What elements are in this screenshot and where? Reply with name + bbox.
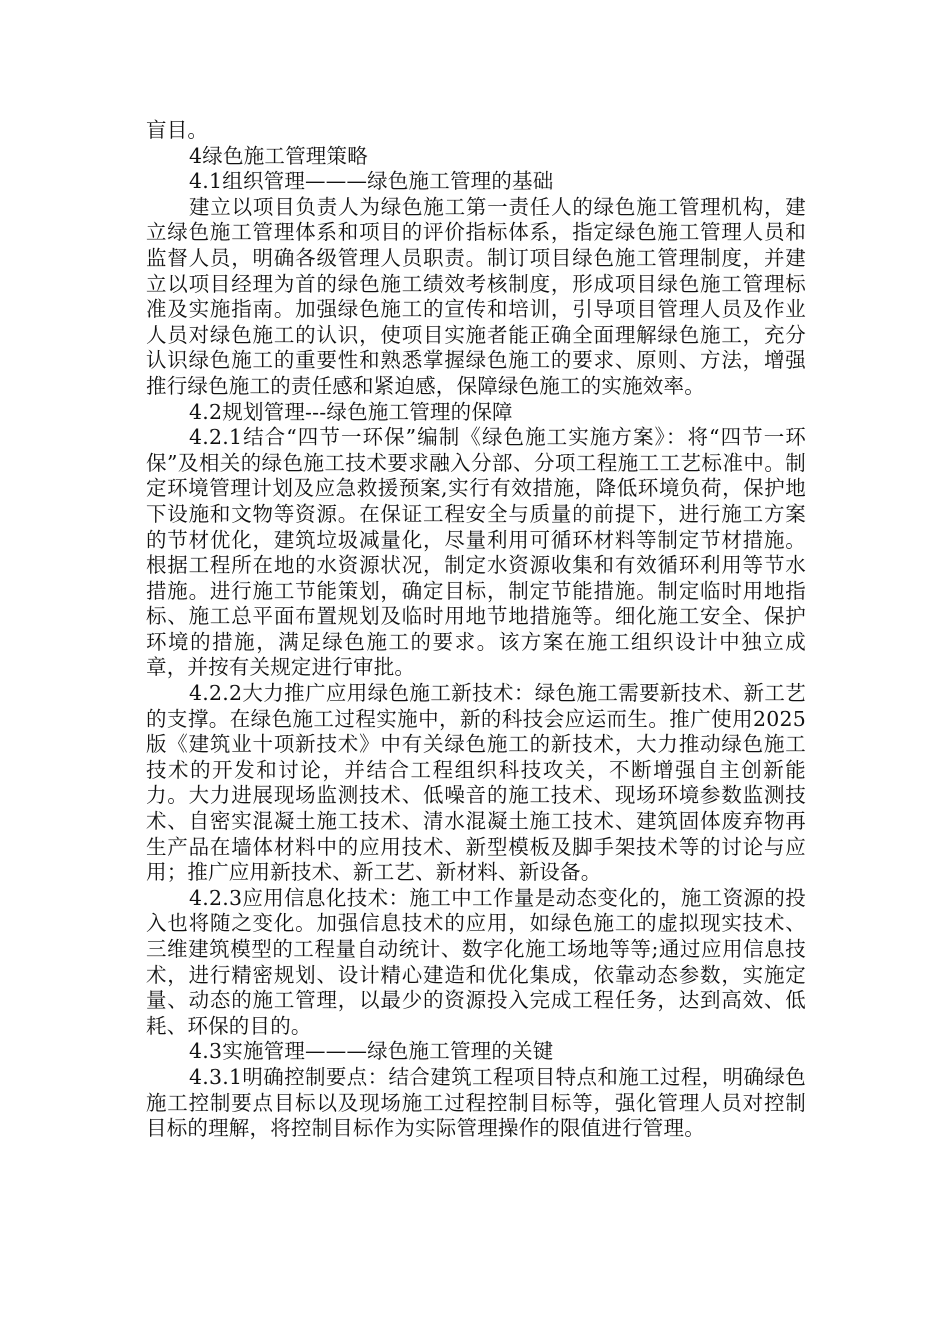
paragraph-organization-management: 建立以项目负责人为绿色施工第一责任人的绿色施工管理机构，建立绿色施工管理体系和项目的评价指标体系，指定绿色施工管理人员和监督人员，明确各级管理人员职责。制订项目绿色施工管理制度，并建立以项目经理为首的绿色施工绩效考核制度，形成项目绿色施工管理标准及实施指南。加强绿色施工的宣传和培训，引导项目管理人员及作业人员对绿色施工的认识，使项目实施者能正确全面理解绿色施工，充分认识绿色施工的重要性和熟悉掌握绿色施工的要求、原则、方法，增强推行绿色施工的责任感和紧迫感，保障绿色施工的实施效率。 [146, 194, 806, 398]
paragraph-4-2-1: 4.2.1结合“四节一环保”编制《绿色施工实施方案》：将“四节一环保”及相关的绿色施工技术要求融入分部、分项工程施工工艺标准中。制定环境管理计划及应急救援预案,实行有效措施，降低环境负荷，保护地下设施和文物等资源。在保证工程安全与质量的前提下，进行施工方案的节材优化，建筑垃圾减量化，尽量利用可循环材料等制定节材措施。根据工程所在地的水资源状况，制定水资源收集和有效循环利用等节水措施。进行施工节能策划，确定目标，制定节能措施。制定临时用地指标、施工总平面布置规划及临时用地节地措施等。细化施工安全、保护环境的措施，满足绿色施工的要求。该方案在施工组织设计中独立成章，并按有关规定进行审批。 [146, 425, 806, 680]
section-heading-4: 4绿色施工管理策略 [189, 143, 368, 168]
paragraph-4-3-1: 4.3.1明确控制要点：结合建筑工程项目特点和施工过程，明确绿色施工控制要点目标以及现场施工过程控制目标等，强化管理人员对控制目标的理解，将控制目标作为实际管理操作的限值进行管理。 [146, 1064, 806, 1141]
paragraph-4-2-2: 4.2.2大力推广应用绿色施工新技术：绿色施工需要新技术、新工艺的支撑。在绿色施工过程实施中，新的科技会应运而生。推广使用2025版《建筑业十项新技术》中有关绿色施工的新技术，大力推动绿色施工技术的开发和讨论，并结合工程组织科技攻关，不断增强自主创新能力。大力进展现场监测技术、低噪音的施工技术、现场环境参数监测技术、自密实混凝土施工技术、清水混凝土施工技术、建筑固体废弃物再生产品在墙体材料中的应用技术、新型模板及脚手架技术等的讨论与应用；推广应用新技术、新工艺、新材料、新设备。 [146, 681, 806, 885]
document-body [146, 118, 806, 1142]
paragraph-continuation: 盲目。 [146, 118, 209, 142]
subsection-heading-4-3: 4.3实施管理———绿色施工管理的关键 [189, 1039, 554, 1064]
subsection-heading-4-1: 4.1组织管理———绿色施工管理的基础 [189, 169, 554, 194]
subsection-heading-4-2: 4.2规划管理---绿色施工管理的保障 [189, 399, 513, 424]
paragraph-4-2-3: 4.2.3应用信息化技术：施工中工作量是动态变化的，施工资源的投入也将随之变化。加强信息技术的应用，如绿色施工的虚拟现实技术、三维建筑模型的工程量自动统计、数字化施工场地等等;通过应用信息技术，进行精密规划、设计精心建造和优化集成，依靠动态参数，实施定量、动态的施工管理，以最少的资源投入完成工程任务，达到高效、低耗、环保的目的。 [146, 885, 806, 1038]
